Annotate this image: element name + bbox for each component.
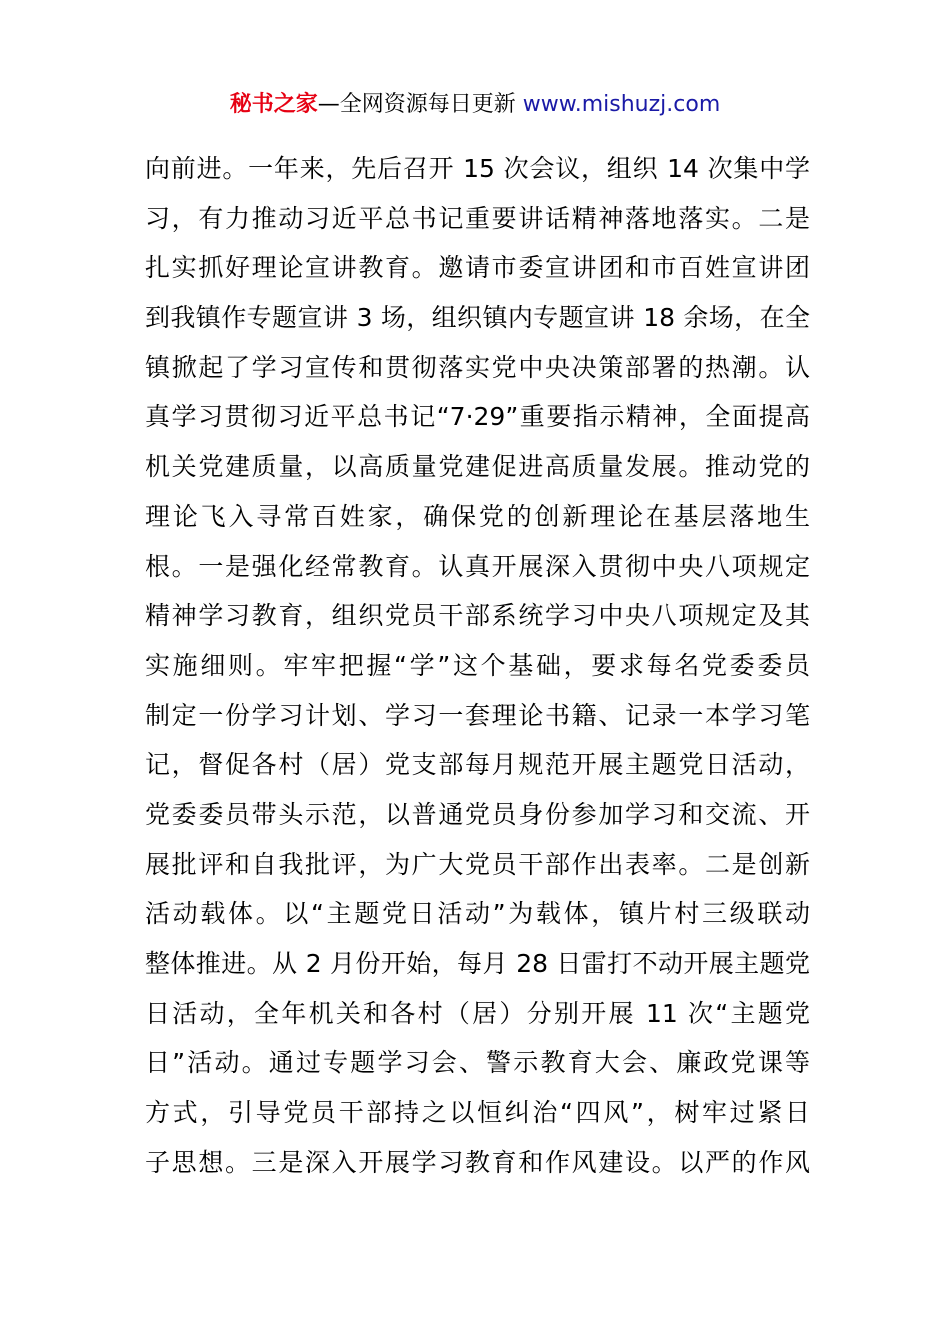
website-link[interactable]: www.mishuzj.com [522,92,721,117]
text-line: 习，有力推动习近平总书记重要讲话精神落地落实。二是 [145,203,810,233]
text-line: 实施细则。牢牢把握“学”这个基础，要求每名党委委员 [145,650,810,680]
text-line: 方式，引导党员干部持之以恒纠治“四风”，树牢过紧日 [145,1098,810,1128]
text-line: 制定一份学习计划、学习一套理论书籍、记录一本学习笔 [145,700,810,730]
text-line: 展批评和自我批评，为广大党员干部作出表率。二是创新 [145,849,810,879]
text-line: 根。一是强化经常教育。认真开展深入贯彻中央八项规定 [145,551,810,581]
brand-name: 秘书之家 [229,92,318,117]
text-line: 到我镇作专题宣讲 3 场，组织镇内专题宣讲 18 余场，在全 [145,303,810,333]
text-line: 向前进。一年来，先后召开 15 次会议，组织 14 次集中学 [145,154,810,183]
header-tagline: 全网资源每日更新 [339,92,523,117]
text-line: 日活动，全年机关和各村（居）分别开展 11 次“主题党 [145,998,810,1028]
body-paragraph [145,144,810,1187]
text-line: 精神学习教育，组织党员干部系统学习中央八项规定及其 [145,601,810,631]
text-line: 日”活动。通过专题学习会、警示教育大会、廉政党课等 [145,1048,810,1078]
text-line: 记，督促各村（居）党支部每月规范开展主题党日活动， [145,750,810,780]
page-header [0,88,950,122]
header-separator: — [317,92,340,117]
text-line: 镇掀起了学习宣传和贯彻落实党中央决策部署的热潮。认 [145,352,810,382]
text-line: 真学习贯彻习近平总书记“7·29”重要指示精神，全面提高 [145,402,810,432]
text-line: 理论飞入寻常百姓家，确保党的创新理论在基层落地生 [145,501,810,531]
text-line: 扎实抓好理论宣讲教育。邀请市委宣讲团和市百姓宣讲团 [145,253,810,283]
text-line: 活动载体。以“主题党日活动”为载体，镇片村三级联动 [145,899,810,929]
text-line: 子思想。三是深入开展学习教育和作风建设。以严的作风 [145,1147,810,1177]
text-line: 机关党建质量，以高质量党建促进高质量发展。推动党的 [145,452,810,482]
text-line: 整体推进。从 2 月份开始，每月 28 日雷打不动开展主题党 [145,949,810,978]
text-line: 党委委员带头示范，以普通党员身份参加学习和交流、开 [145,799,810,829]
